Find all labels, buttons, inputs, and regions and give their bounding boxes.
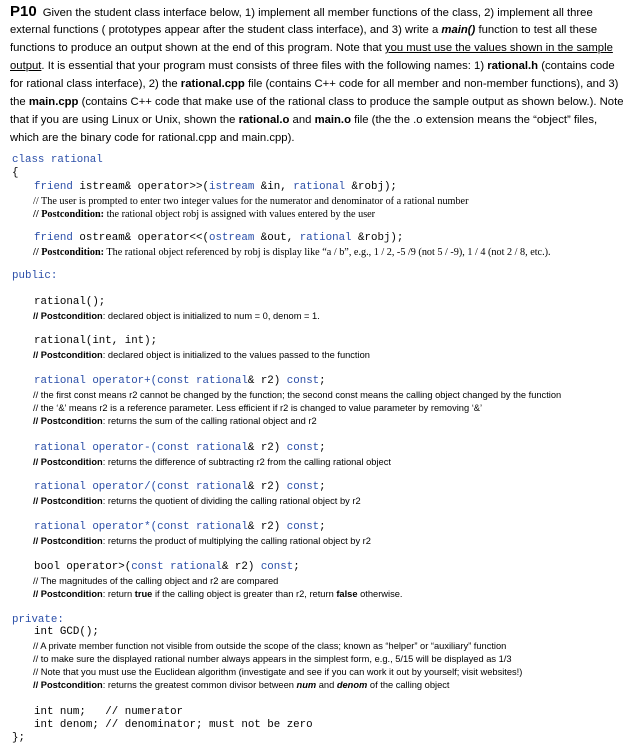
postcondition-comment: // Postcondition: returns the quotient of dividing the calling rational object by r2 (33, 496, 361, 506)
operator-minus: rational operator-(const rational& r2) const; (34, 442, 326, 454)
comment: // The user is prompted to enter two integer values for the numerator and denominator of a rational number (33, 196, 469, 207)
denom-member: int denom; // denominator; must not be zero (34, 719, 313, 731)
comment: // A private member function not visible from outside the scope of the class; known as “helper” or “auxiliary” function (33, 641, 507, 651)
operator-divide: rational operator/(const rational& r2) const; (34, 481, 326, 493)
friend-extraction-operator: friend istream& operator>>(istream &in, rational &robj); (34, 181, 397, 193)
gcd-function: int GCD(); (34, 626, 99, 638)
postcondition-comment: // Postcondition: returns the sum of the calling rational object and r2 (33, 416, 317, 426)
postcondition-comment: // Postcondition: declared object is initialized to num = 0, denom = 1. (33, 311, 320, 321)
public-label: public: (12, 270, 58, 282)
postcondition-comment: // Postcondition: return true if the calling object is greater than r2, return false otherwise. (33, 589, 403, 599)
postcondition-comment: // Postcondition: returns the product of multiplying the calling rational object by r2 (33, 536, 371, 546)
num-member: int num; // numerator (34, 706, 184, 718)
operator-multiply: rational operator*(const rational& r2) const; (34, 521, 326, 533)
problem-label: P10 (10, 3, 37, 20)
comment: // The magnitudes of the calling object and r2 are compared (33, 576, 279, 586)
comment: // the first const means r2 cannot be changed by the function; the second const means the calling object changed by the function (33, 390, 562, 400)
operator-plus: rational operator+(const rational& r2) const; (34, 375, 326, 387)
postcondition-comment: // Postcondition: The rational object referenced by robj is display like “a / b”, e.g., 1 / 2, -5 /9 (not 5 / -9), 1 / 4 (not 2 / 8, etc.). (33, 247, 551, 258)
postcondition-comment: // Postcondition: returns the difference of subtracting r2 from the calling rational object (33, 457, 391, 467)
comment: // to make sure the displayed rational number always appears in the simplest form, e.g., 5/15 will be displayed as 1/3 (33, 654, 512, 664)
default-constructor: rational(); (34, 296, 106, 308)
friend-insertion-operator: friend ostream& operator<<(ostream &out, rational &robj); (34, 232, 404, 244)
problem-statement: P10 Given the student class interface below, 1) implement all member functions of the class, 2) implement all three external functions ( prototypes appear after the student class interface), and 3) write a main() function to test all these functions to produce an output shown at the end of this program. Note that you must use the values shown in the sample output. It is essential that your program must consists of three files with the following names: 1) rational.h (contains code for rational class interface), 2) the rational.cpp file (contains C++ code for all member and non-member functions), and 3) the main.cpp (contains C++ code that make use of the rational class to produce the sample output as shown below.). Note that if you are using Linux or Unix, shown the rational.o and main.o file (the the .o extension means the “object” files, which are the binary code for rational.cpp and main.cpp). (10, 3, 624, 144)
postcondition-comment: // Postcondition: returns the greatest common divisor between num and denom of the calling object (33, 680, 450, 690)
comment: // the ‘&’ means r2 is a reference parameter. Less efficient if r2 is changed to value parameter by removing ‘&’ (33, 403, 483, 413)
class-declaration: class rational (12, 154, 103, 166)
open-brace: { (12, 167, 19, 179)
operator-greater: bool operator>(const rational& r2) const; (34, 561, 300, 573)
private-label: private: (12, 614, 64, 626)
postcondition-comment: // Postcondition: the rational object robj is assigned with values entered by the user (33, 209, 376, 220)
comment: // Note that you must use the Euclidean algorithm (investigate and see if you can work it out by yourself; visit websites!) (33, 667, 523, 677)
close-brace: }; (12, 732, 25, 744)
postcondition-comment: // Postcondition: declared object is initialized to the values passed to the function (33, 350, 370, 360)
param-constructor: rational(int, int); (34, 335, 158, 347)
